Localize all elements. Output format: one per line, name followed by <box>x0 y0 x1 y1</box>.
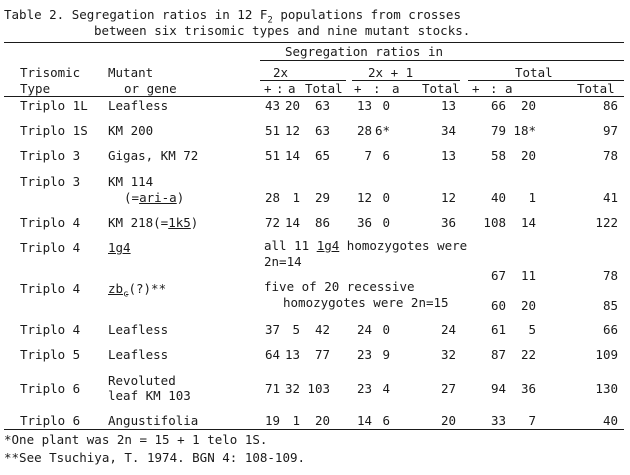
row-8-type: Triplo 4 <box>20 322 81 337</box>
top-rule <box>4 42 624 43</box>
row-2-cell-8: 18* <box>513 123 536 138</box>
row-9-gene: Leafless <box>108 347 169 362</box>
row-7-gene <box>108 282 166 302</box>
header-type: Type <box>20 81 51 96</box>
row-5-gene-prefix: KM 218(= <box>108 215 169 230</box>
row-4-cell-6: 12 <box>440 190 456 205</box>
row-1-gene: Leafless <box>108 98 169 113</box>
row-9-cell-7: 87 <box>490 347 506 362</box>
hdr-tot-total: Total <box>577 81 615 96</box>
row-9-cell-6: 32 <box>440 347 456 362</box>
row-1-cell-5: 0 <box>382 98 390 113</box>
row-10-cell-9: 130 <box>595 381 618 396</box>
row-3-cell-3: 65 <box>314 148 330 163</box>
row-6-note-line-1 <box>264 239 467 253</box>
row-4-cell-9: 41 <box>602 190 618 205</box>
hdr-2x1-colon: : <box>373 81 381 96</box>
row-5-cell-5: 0 <box>382 215 390 230</box>
row-10-cell-1: 71 <box>264 381 280 396</box>
row-4-cell-7: 40 <box>490 190 506 205</box>
row-6-note-line-2: 2n=14 <box>264 254 302 269</box>
row-4-type: Triplo 3 <box>20 174 81 189</box>
row-8-cell-6: 24 <box>440 322 456 337</box>
hdr-2x1-a: a <box>392 81 400 96</box>
row-8-cell-2: 5 <box>292 322 300 337</box>
row-11-cell-4: 14 <box>356 413 372 428</box>
row-7-note-line-2: homozygotes were 2n=15 <box>283 295 449 310</box>
hdr-2x-colon: : <box>276 81 284 96</box>
row-8-cell-1: 37 <box>264 322 280 337</box>
row-7-note-line-1: five of 20 recessive <box>264 279 415 294</box>
row-10-cell-7: 94 <box>490 381 506 396</box>
row-7-type: Triplo 4 <box>20 281 81 296</box>
row-2-cell-3: 63 <box>314 123 330 138</box>
row-2-cell-4: 28 <box>356 123 372 138</box>
row-3-gene: Gigas, KM 72 <box>108 148 199 163</box>
row-4-cell-1: 28 <box>264 190 280 205</box>
row-6-note-underlined: 1g4 <box>316 238 340 253</box>
hdr-2x1-total: Total <box>422 81 460 96</box>
row-10-gene: Revoluted <box>108 373 176 388</box>
row-5-cell-3: 86 <box>314 215 330 230</box>
row-3-cell-9: 78 <box>602 148 618 163</box>
row-1-cell-9: 86 <box>602 98 618 113</box>
row-7-cell-7: 60 <box>490 298 506 313</box>
row-3-cell-7: 58 <box>490 148 506 163</box>
row-3-cell-5: 6 <box>382 148 390 163</box>
row-5-cell-6: 36 <box>440 215 456 230</box>
row-1-cell-8: 20 <box>520 98 536 113</box>
row-9-type: Triplo 5 <box>20 347 81 362</box>
row-11-cell-6: 20 <box>440 413 456 428</box>
header-or-gene: or gene <box>124 81 177 96</box>
row-1-cell-1: 43 <box>264 98 280 113</box>
row-8-cell-8: 5 <box>528 322 536 337</box>
row-8-cell-4: 24 <box>356 322 372 337</box>
header-trisomic: Trisomic <box>20 65 81 80</box>
row-11-cell-3: 20 <box>314 413 330 428</box>
row-11-cell-5: 6 <box>382 413 390 428</box>
row-2-cell-9: 97 <box>602 123 618 138</box>
row-9-cell-3: 77 <box>314 347 330 362</box>
row-8-cell-9: 66 <box>602 322 618 337</box>
row-2-cell-6: 34 <box>440 123 456 138</box>
row-11-cell-2: 1 <box>292 413 300 428</box>
caption-subscript: 2 <box>267 15 273 26</box>
row-6-cell-7: 67 <box>490 268 506 283</box>
row-4-cell-4: 12 <box>356 190 372 205</box>
row-4-cell-5: 0 <box>382 190 390 205</box>
row-3-cell-1: 51 <box>264 148 280 163</box>
hdr-2x1-plus: + <box>354 81 362 96</box>
row-5-cell-2: 14 <box>284 215 300 230</box>
row-4-gene-line-2 <box>124 191 184 205</box>
row-11-cell-9: 40 <box>602 413 618 428</box>
row-5-gene-suffix: ) <box>190 215 199 230</box>
row-3-cell-4: 7 <box>364 148 372 163</box>
hdr-2x-plus: + <box>264 81 272 96</box>
row-5-cell-8: 14 <box>520 215 536 230</box>
row-10-cell-5: 4 <box>382 381 390 396</box>
row-4-cell-3: 29 <box>314 190 330 205</box>
row-9-cell-8: 22 <box>520 347 536 362</box>
row-5-gene <box>108 216 198 230</box>
row-2-cell-5: 6* <box>374 123 390 138</box>
row-6-cell-9: 78 <box>602 268 618 283</box>
row-7-gene-zb: zb <box>108 281 124 296</box>
row-3-cell-8: 20 <box>520 148 536 163</box>
row-10-cell-6: 27 <box>440 381 456 396</box>
row-10-cell-3: 103 <box>307 381 330 396</box>
row-4-gene-underlined: ari-a <box>139 190 177 205</box>
row-6-type: Triplo 4 <box>20 240 81 255</box>
row-1-cell-4: 13 <box>356 98 372 113</box>
footnote-1: *One plant was 2n = 15 + 1 telo 1S. <box>4 432 268 447</box>
row-10-cell-8: 36 <box>520 381 536 396</box>
row-2-gene: KM 200 <box>108 123 154 138</box>
row-1-cell-3: 63 <box>314 98 330 113</box>
row-11-gene: Angustifolia <box>108 413 199 428</box>
hdr-tot-a: a <box>505 81 513 96</box>
hdr-tot-colon: : <box>490 81 498 96</box>
hdr-tot-plus: + <box>472 81 480 96</box>
row-10-type: Triplo 6 <box>20 381 81 396</box>
row-7-gene-underlined <box>108 281 129 300</box>
row-9-cell-4: 23 <box>356 347 372 362</box>
row-4-gene: KM 114 <box>108 174 154 189</box>
row-2-cell-2: 12 <box>284 123 300 138</box>
row-5-type: Triplo 4 <box>20 215 81 230</box>
row-11-cell-8: 7 <box>528 413 536 428</box>
row-6-gene: 1g4 <box>108 240 131 255</box>
row-3-type: Triplo 3 <box>20 148 81 163</box>
row-4-cell-8: 1 <box>528 190 536 205</box>
row-7-gene-subscript: c <box>123 289 129 300</box>
row-1-type: Triplo 1L <box>20 98 88 113</box>
row-5-cell-1: 72 <box>264 215 280 230</box>
hdr-2x-total: Total <box>305 81 343 96</box>
group-title: Segregation ratios in <box>285 44 444 59</box>
row-11-cell-1: 19 <box>264 413 280 428</box>
row-1-cell-2: 20 <box>284 98 300 113</box>
row-11-cell-7: 33 <box>490 413 506 428</box>
row-7-cell-8: 20 <box>520 298 536 313</box>
row-6-note-prefix: all 11 <box>264 238 317 253</box>
row-8-cell-7: 61 <box>490 322 506 337</box>
row-4-cell-2: 1 <box>292 190 300 205</box>
bottom-rule <box>4 429 624 430</box>
header-bottom-rule <box>4 96 624 97</box>
row-6-cell-8: 11 <box>520 268 536 283</box>
row-5-cell-9: 122 <box>595 215 618 230</box>
row-10-gene-line-2: leaf KM 103 <box>108 388 191 403</box>
row-9-cell-9: 109 <box>595 347 618 362</box>
row-9-cell-2: 13 <box>284 347 300 362</box>
row-1-cell-7: 66 <box>490 98 506 113</box>
row-6-note-suffix: homozygotes were <box>339 238 468 253</box>
row-1-cell-6: 13 <box>440 98 456 113</box>
row-5-cell-4: 36 <box>356 215 372 230</box>
row-7-cell-9: 85 <box>602 298 618 313</box>
caption-part-2: populations from crosses <box>272 7 461 22</box>
row-10-cell-4: 23 <box>356 381 372 396</box>
row-5-cell-7: 108 <box>483 215 506 230</box>
row-8-gene: Leafless <box>108 322 169 337</box>
row-2-cell-7: 79 <box>490 123 506 138</box>
caption-part-1: Table 2. Segregation ratios in 12 F <box>4 7 268 22</box>
row-11-type: Triplo 6 <box>20 413 81 428</box>
row-5-gene-underlined: 1k5 <box>168 215 191 230</box>
header-mutant: Mutant <box>108 65 154 80</box>
row-10-cell-2: 32 <box>284 381 300 396</box>
row-2-type: Triplo 1S <box>20 123 88 138</box>
row-7-gene-suffix: (?)** <box>128 281 167 296</box>
header-2x: 2x <box>273 65 289 80</box>
row-2-cell-1: 51 <box>264 123 280 138</box>
header-2x-plus-1: 2x + 1 <box>368 65 414 80</box>
footnote-2: **See Tsuchiya, T. 1974. BGN 4: 108-109. <box>4 450 306 465</box>
row-9-cell-5: 9 <box>382 347 390 362</box>
row-8-cell-3: 42 <box>314 322 330 337</box>
row-3-cell-2: 14 <box>284 148 300 163</box>
row-9-cell-1: 64 <box>264 347 280 362</box>
table-caption-line-2: between six trisomic types and nine mutant stocks. <box>94 23 471 38</box>
group-rule <box>260 60 624 61</box>
row-4-gene-suffix: ) <box>176 190 185 205</box>
row-3-cell-6: 13 <box>440 148 456 163</box>
header-total: Total <box>515 65 553 80</box>
hdr-2x-a: a <box>288 81 296 96</box>
row-8-cell-5: 0 <box>382 322 390 337</box>
row-4-gene-prefix: (= <box>124 190 140 205</box>
